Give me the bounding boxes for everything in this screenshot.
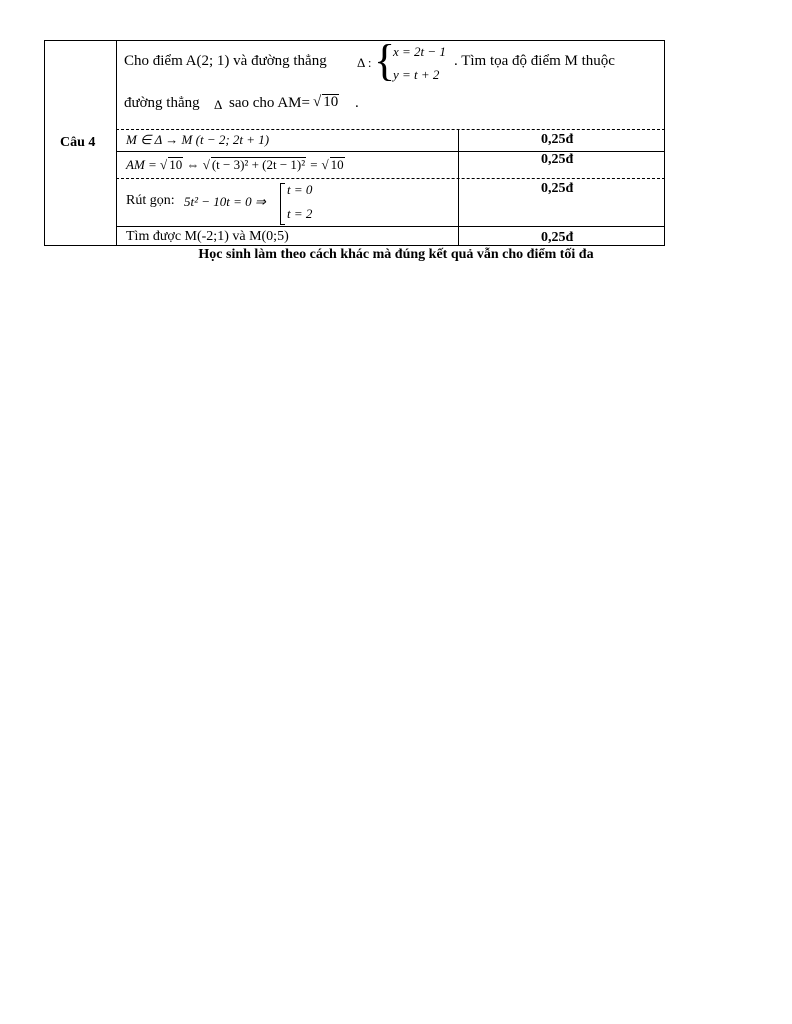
- step-3-case-2: t = 2: [287, 206, 313, 221]
- system-eq-y: y = t + 2: [393, 67, 440, 82]
- step-3-score: 0,25đ: [541, 181, 574, 196]
- sqrt-10: √ 10: [313, 94, 339, 110]
- table-top-border: [44, 40, 665, 41]
- delta-symbol: Δ :: [357, 55, 372, 70]
- table-left-border: [44, 40, 45, 246]
- step-2-score: 0,25đ: [541, 152, 574, 167]
- row-divider: [116, 129, 665, 130]
- cases-bracket: [280, 183, 285, 225]
- question-label: Câu 4: [60, 135, 96, 150]
- system-brace: {: [374, 36, 396, 85]
- step-3-pre: Rút gọn:: [126, 193, 175, 208]
- question-line2-end: .: [355, 95, 359, 111]
- table-right-border: [664, 40, 665, 246]
- step-3-expr: 5t² − 10t = 0 ⇒: [184, 194, 266, 209]
- row-divider: [116, 151, 665, 152]
- system-eq-x: x = 2t − 1: [393, 44, 446, 59]
- question-line2-post: sao cho AM=: [229, 95, 310, 111]
- question-line2-pre: đường thẳng: [124, 95, 200, 111]
- answer-table: [44, 36, 665, 246]
- step-1-text: M ∈ Δ → M (t − 2; 2t + 1): [126, 132, 270, 147]
- step-4-text: Tìm được M(-2;1) và M(0;5): [126, 229, 289, 244]
- score-column-divider: [458, 129, 459, 246]
- step-4-score: 0,25đ: [541, 230, 574, 245]
- step-1-score: 0,25đ: [541, 132, 574, 147]
- grading-note: Học sinh làm theo cách khác mà đúng kết quả vẫn cho điểm tối đa: [198, 247, 594, 262]
- question-after: . Tìm tọa độ điểm M thuộc: [454, 53, 615, 69]
- step-3-case-1: t = 0: [287, 182, 313, 197]
- delta-symbol-2: Δ: [214, 97, 223, 112]
- step-2-text: AM = √ 10 ⇔ √ (t − 3)² + (2t − 1)² = √ 10: [126, 157, 344, 172]
- row-divider: [116, 226, 665, 227]
- question-intro: Cho điểm A(2; 1) và đường thẳng: [124, 53, 327, 69]
- row-divider: [116, 178, 665, 179]
- label-column-divider: [116, 40, 117, 246]
